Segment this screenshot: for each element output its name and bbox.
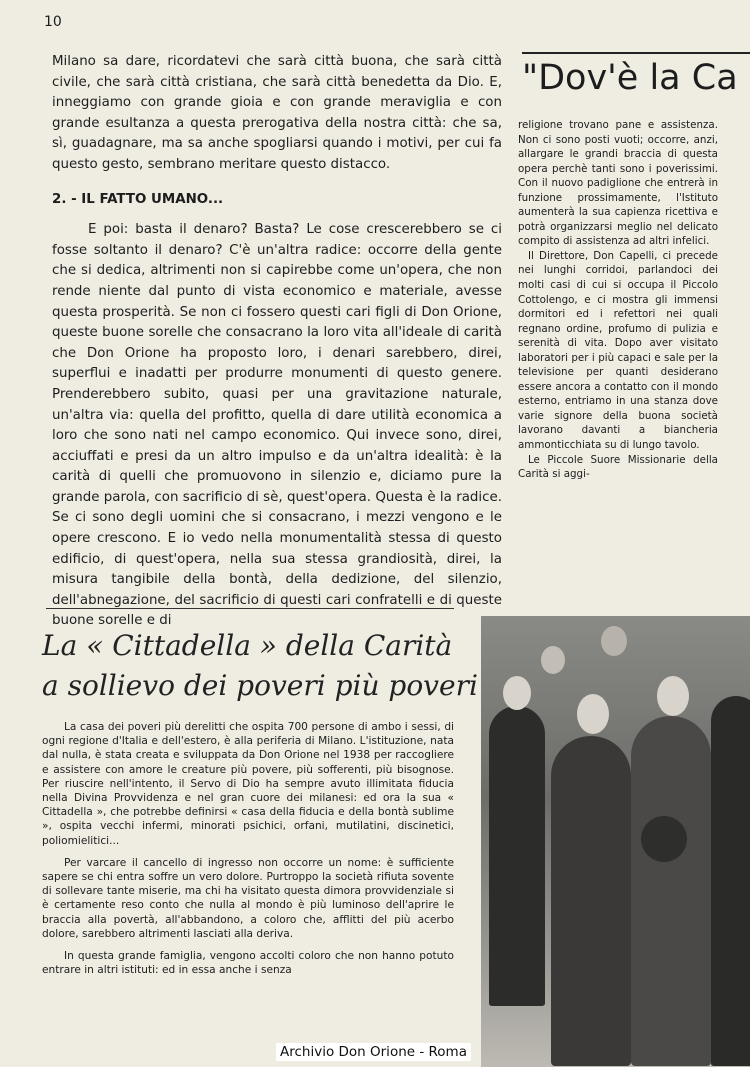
sidebar-title: "Dov'è la Ca: [522, 52, 750, 104]
page-number: 10: [44, 14, 62, 30]
sidebar-paragraph: Il Direttore, Don Capelli, ci precede nei lunghi corridoi, parlandoci dei molti casi di cui si occupa il Piccolo Cottolengo, e ci mostra gli immensi dormitori ed i refettori nei quali regnano ordine, profumo di pulizia e serenità di vita. Dopo aver visitato laboratori per i più capaci e sale per la televisione per quanti desiderano essere ancora a contatto con il mondo esterno, entriamo in una stanza dove varie signore della buona società lavorano davanti a biancheria ammonticchiata su di lungo tavolo.: [518, 249, 718, 452]
archive-caption: Archivio Don Orione - Roma: [276, 1043, 471, 1061]
article-paragraph: In questa grande famiglia, vengono accolti coloro che non hanno potuto entrare in altri istituti: ed in essa anche i senza: [42, 950, 454, 977]
article-paragraph: Per varcare il cancello di ingresso non occorre un nome: è sufficiente sapere se chi entra soffre un vero dolore. Purtroppo la società rifiuta sovente di sollevare tante miserie, ma chi ha visitato questa dimora provvidenziale si è certamente reso conto che nulla al mondo è più luminoso dell'aprire le braccia alla povertà, all'abbandono, a coloro che, afflitti del più acerbo dolore, sarebbero altrimenti lasciati alla deriva.: [42, 856, 454, 940]
intro-paragraph: Milano sa dare, ricordatevi che sarà città buona, che sarà città civile, che sarà città cristiana, che sarà città benedetta da Dio. E, inneggiamo con grande gioia e con grande meraviglia e con grande esultanza a questa prerogativa della nostra città: che sa, sì, guadagnare, ma sa anche spogliarsi quando i motivi, per cui fa questo gesto, sembrano meritare questo distacco.: [52, 54, 502, 172]
article-body: [42, 720, 454, 985]
main-column: [52, 52, 502, 632]
divider-rule: [46, 608, 454, 609]
section-heading: 2. - IL FATTO UMANO...: [52, 191, 224, 207]
sidebar-paragraph: Le Piccole Suore Missionarie della Carità si aggi-: [518, 453, 718, 481]
article-paragraph: La casa dei poveri più derelitti che ospita 700 persone di ambo i sessi, di ogni regione d'Italia e dell'estero, è alla periferia di Milano. L'istituzione, nata dal nulla, è stata creata e sviluppata da Don Orione nel 1938 per raccogliere e assistere con amore le creature più povere, più sofferenti, più bisognose. Per riuscire nell'intento, il Servo di Dio ha sempre avuto illimitata fiducia nella Divina Provvidenza e nel gran cuore dei milanesi: ed ora la sua « Cittadella », che potrebbe definirsi « casa della fiducia e della bontà sublime », ospita vecchi infermi, minorati psichici, orfani, mutilatini, discinetici, poliomielitici...: [42, 721, 454, 847]
sidebar-column: [518, 118, 718, 482]
article-title: [42, 626, 478, 706]
sidebar-paragraph: religione trovano pane e assistenza. Non ci sono posti vuoti; occorre, anzi, allargare le grandi braccia di questa opera perchè tanti sono i poverissimi. Con il nuovo padiglione che entrerà in funzione prossimamente, l'Istituto aumenterà la sua capienza ricettiva e potrà organizzarsi meglio nel delicato compito di assistenza ad altri infelici.: [518, 119, 718, 248]
article-title-line: a sollievo dei poveri più poveri: [42, 669, 478, 702]
body-paragraph: E poi: basta il denaro? Basta? Le cose crescerebbero se ci fosse soltanto il denaro? C'è un'altra radice: occorre della gente che si dedica, altrimenti non si capirebbe come un'opera, che non rende niente dal punto di vista economico e materiale, avesse questa prosperità. Se non ci fossero questi cari figli di Don Orione, queste buone sorelle che consacrano la loro vita all'ideale di carità che Don Orione ha proposto loro, i denari sarebbero, direi, superflui e inadatti per produrre monumenti di questo genere. Prenderebbero subito, quasi per una gravitazione naturale, un'altra via: quella del profitto, quella di dare utilità economica a loro che sono nati nel campo economico. Qui invece sono, direi, acciuffati e presi da un altro impulso e da un'altra idealità: è la carità di quelli che promuovono in silenzio e, diciamo pure la grande parola, con sacrificio di sè, quest'opera. Questa è la radice. Se ci sono degli uomini che si consacrano, i mezzi vengono e le opere crescono. E io vedo nella monumentalità stessa di questo edificio, di quest'opera, nella sua stessa grandiosità, direi, la misura tangibile della bontà, della dedizione, del silenzio, dell'abnegazione, del sacrificio di questi cari confratelli e di queste buone sorelle e di: [52, 222, 502, 629]
article-title-line: La « Cittadella » della Carità: [42, 629, 453, 662]
group-photo: [481, 616, 750, 1067]
